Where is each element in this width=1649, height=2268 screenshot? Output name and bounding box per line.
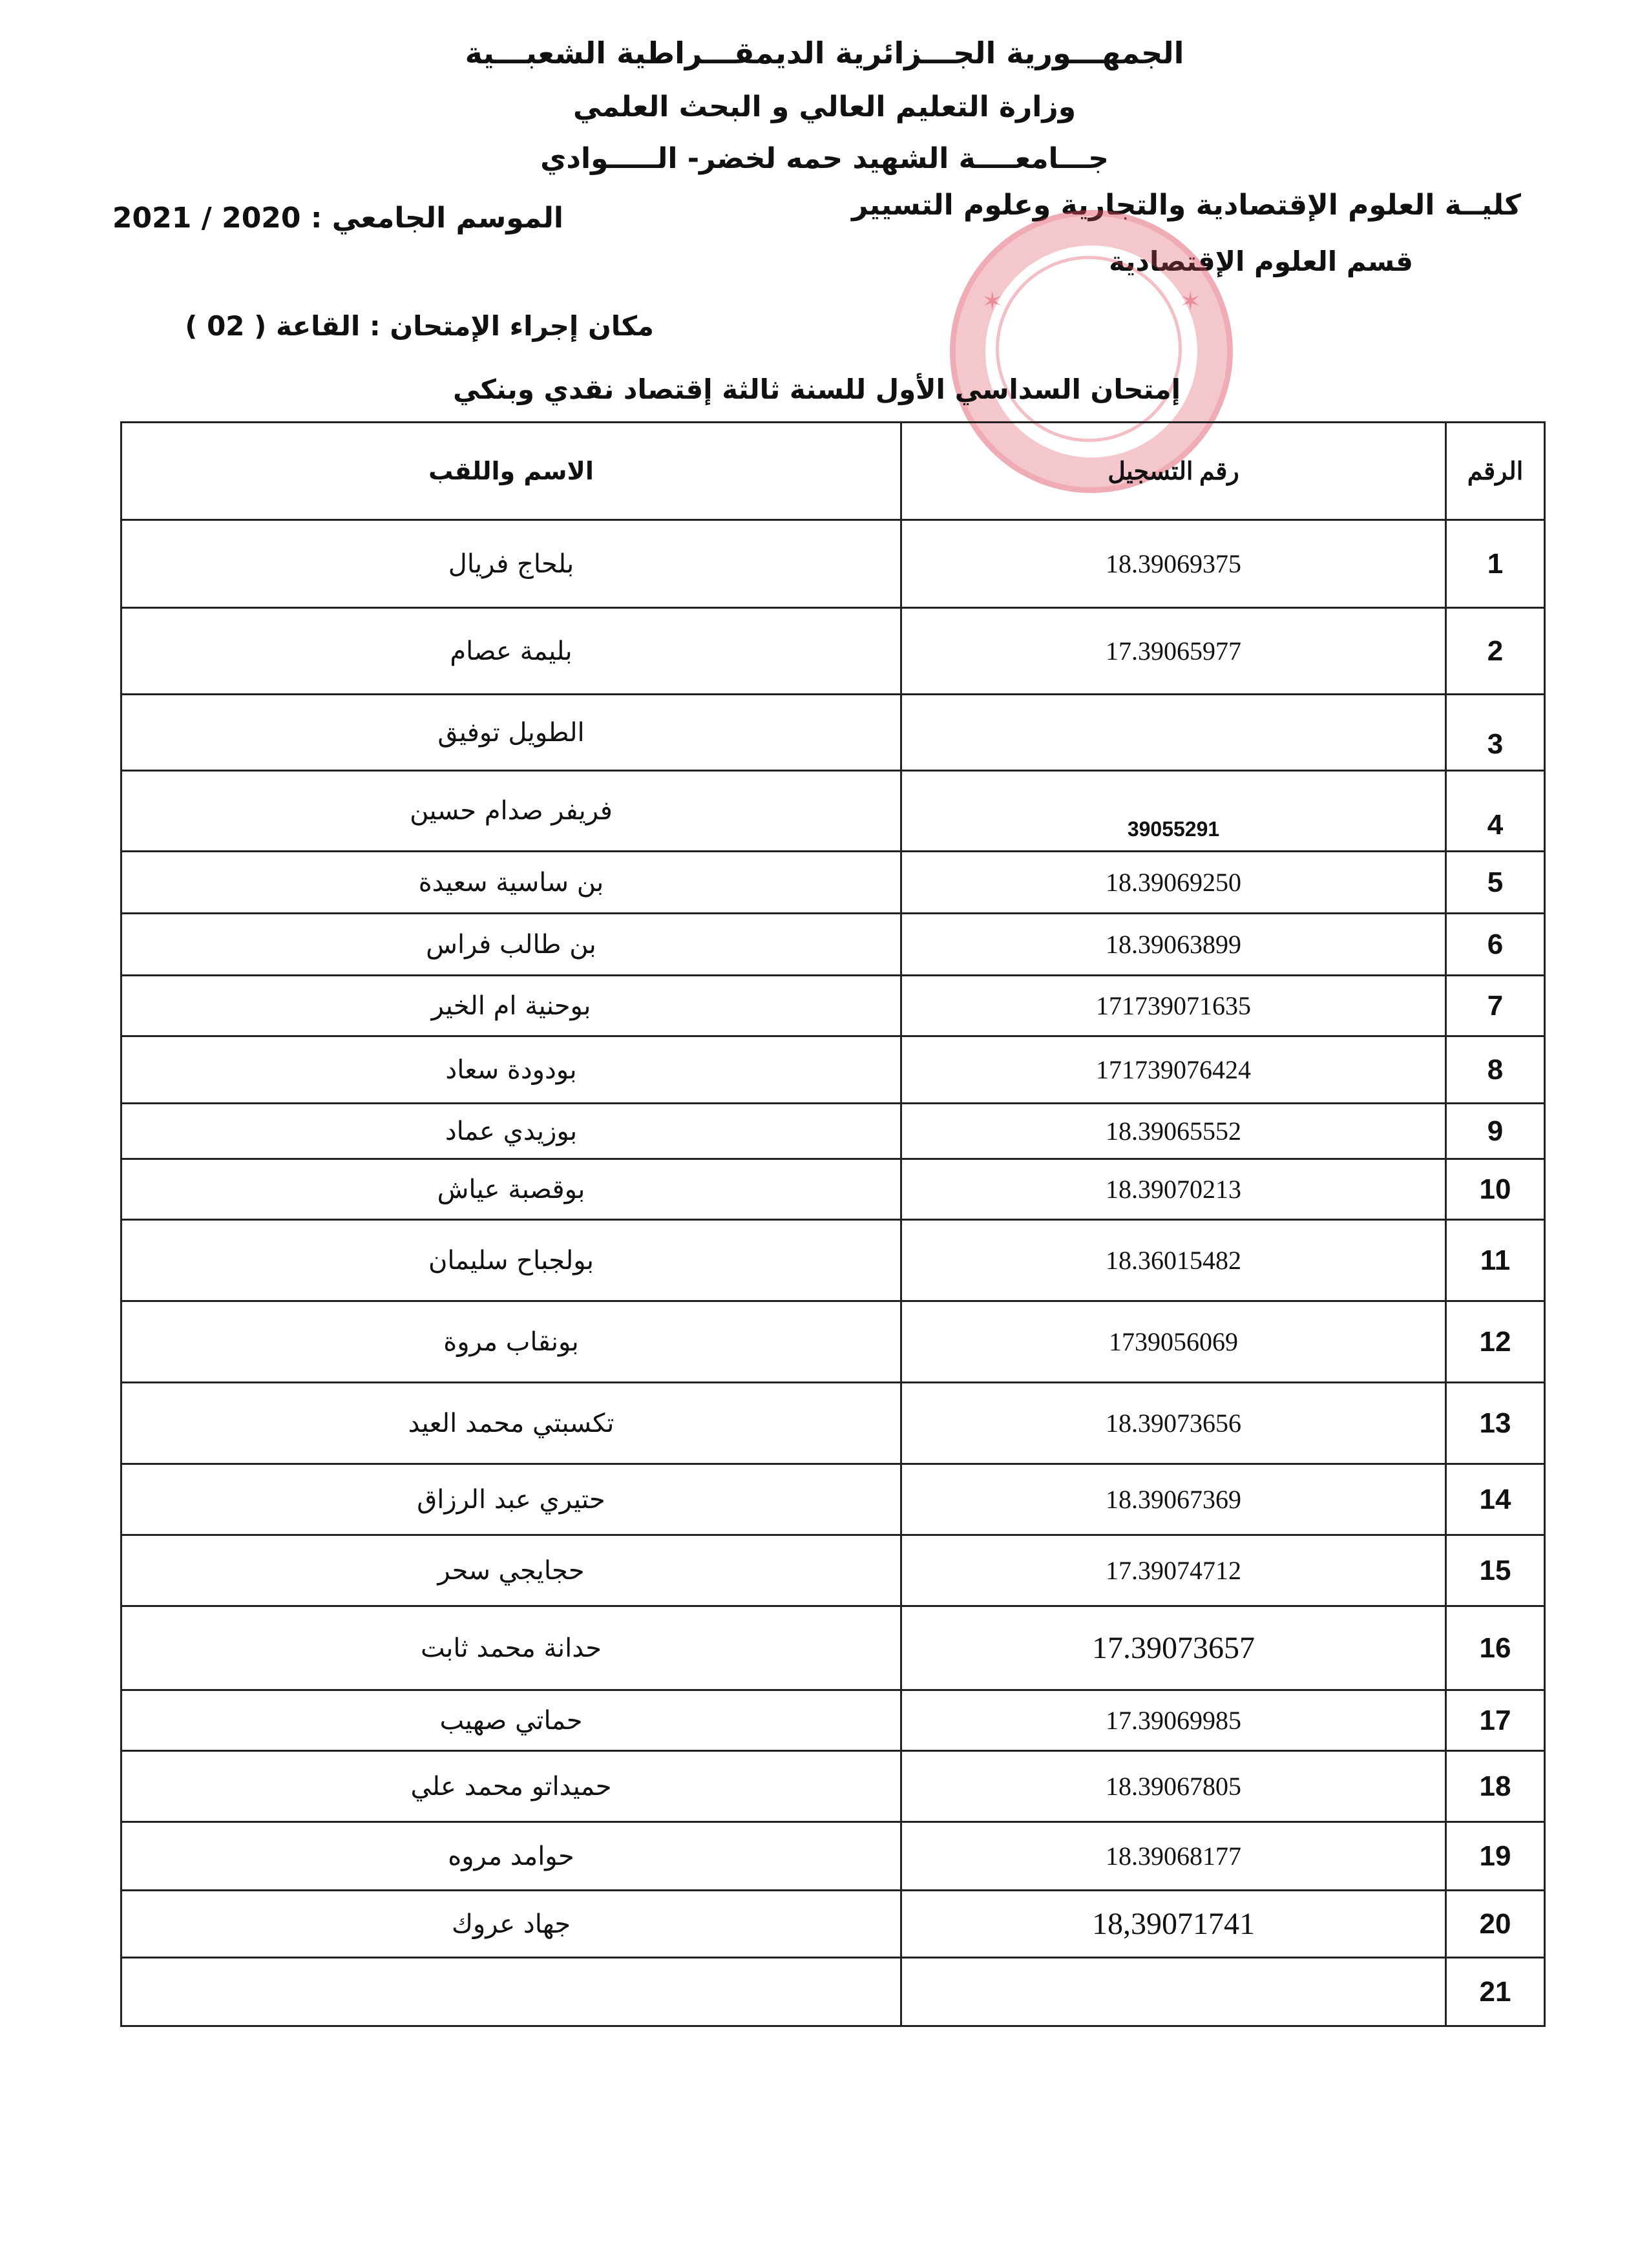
row-number: 8 (1446, 1036, 1545, 1104)
row-number: 7 (1446, 976, 1545, 1036)
row-number: 6 (1446, 914, 1545, 976)
student-name: بن ساسية سعيدة (121, 852, 901, 914)
student-name: بولجباح سليمان (121, 1220, 901, 1301)
row-number: 17 (1446, 1690, 1545, 1751)
table-row (121, 1606, 1545, 1690)
table-row (121, 1383, 1545, 1464)
student-name: بوقصبة عياش (121, 1159, 901, 1220)
student-name: فريفر صدام حسين (121, 771, 901, 852)
student-name (121, 1958, 901, 2026)
row-number: 13 (1446, 1383, 1545, 1464)
registration-number: 18.39067805 (901, 1751, 1446, 1822)
table-row (121, 1159, 1545, 1220)
university-title: جـــامعــــة الشهيد حمه لخضر- الـــــوادي (540, 142, 1109, 175)
row-number: 12 (1446, 1301, 1545, 1383)
row-number: 21 (1446, 1958, 1545, 2026)
registration-number: 171739076424 (901, 1036, 1446, 1104)
registration-number: 18,39071741 (901, 1891, 1446, 1958)
table-row (121, 852, 1545, 914)
table-row (121, 914, 1545, 976)
row-number: 10 (1446, 1159, 1545, 1220)
table-row (121, 1301, 1545, 1383)
table-row (121, 1822, 1545, 1891)
student-name: بودودة سعاد (121, 1036, 901, 1104)
registration-number: 1739056069 (901, 1301, 1446, 1383)
exam-title: إمتحان السداسي الأول للسنة ثالثة إقتصاد نقدي وبنكي (452, 373, 1181, 405)
registration-number: 18.39073656 (901, 1383, 1446, 1464)
academic-season: الموسم الجامعي : 2020 / 2021 (112, 202, 563, 235)
row-number: 15 (1446, 1535, 1545, 1606)
table-row (121, 608, 1545, 695)
row-number: 5 (1446, 852, 1545, 914)
registration-number: 18.39067369 (901, 1464, 1446, 1535)
student-name: بليمة عصام (121, 608, 901, 695)
department-title: قسم العلوم الإقتصادية (1109, 246, 1413, 277)
student-name: بن طالب فراس (121, 914, 901, 976)
row-number: 16 (1446, 1606, 1545, 1690)
student-name: حماتي صهيب (121, 1690, 901, 1751)
student-name: تكسبتي محمد العيد (121, 1383, 901, 1464)
registration-number: 18.39070213 (901, 1159, 1446, 1220)
table-row (121, 695, 1545, 771)
student-name: حوامد مروه (121, 1822, 901, 1891)
student-name: بوزيدي عماد (121, 1104, 901, 1159)
table-row (121, 1036, 1545, 1104)
row-number: 11 (1446, 1220, 1545, 1301)
row-number: 14 (1446, 1464, 1545, 1535)
table-row (121, 771, 1545, 852)
student-name: بلحاج فريال (121, 520, 901, 608)
table-row (121, 1464, 1545, 1535)
student-name: حتيري عبد الرزاق (121, 1464, 901, 1535)
registration-number: 39055291 (901, 771, 1446, 852)
exam-place: مكان إجراء الإمتحان : القاعة ( 02 ) (185, 310, 654, 342)
row-number: 4 (1446, 771, 1545, 852)
table-row (121, 1690, 1545, 1751)
registration-number: 18.39069375 (901, 520, 1446, 608)
registration-number: 18.39065552 (901, 1104, 1446, 1159)
registration-number (901, 695, 1446, 771)
official-stamp-icon: ✶ ✶ (950, 210, 1233, 493)
row-number: 2 (1446, 608, 1545, 695)
table-row (121, 1958, 1545, 2026)
row-number: 1 (1446, 520, 1545, 608)
student-name: بونقاب مروة (121, 1301, 901, 1383)
row-number: 3 (1446, 695, 1545, 771)
row-number: 20 (1446, 1891, 1545, 1958)
row-number: 18 (1446, 1751, 1545, 1822)
table-row (121, 520, 1545, 608)
student-name: جهاد عروك (121, 1891, 901, 1958)
registration-number: 17.39073657 (901, 1606, 1446, 1690)
registration-number: 18.39069250 (901, 852, 1446, 914)
registration-number: 171739071635 (901, 976, 1446, 1036)
header-name: الاسم واللقب (121, 423, 901, 520)
registration-number: 18.39063899 (901, 914, 1446, 976)
student-name: حجايجي سحر (121, 1535, 901, 1606)
registration-number: 17.39074712 (901, 1535, 1446, 1606)
registration-number: 17.39069985 (901, 1690, 1446, 1751)
table-header-row (121, 423, 1545, 520)
header-number: الرقم (1446, 423, 1545, 520)
student-name: حميداتو محمد علي (121, 1751, 901, 1822)
registration-number: 18.36015482 (901, 1220, 1446, 1301)
student-name: بوحنية ام الخير (121, 976, 901, 1036)
table-row (121, 1104, 1545, 1159)
republic-title: الجمهـــورية الجـــزائرية الديمقـــراطية الشعبـــية (465, 36, 1184, 70)
row-number: 19 (1446, 1822, 1545, 1891)
table-row (121, 1751, 1545, 1822)
table-row (121, 1220, 1545, 1301)
students-table (120, 421, 1546, 2027)
student-name: الطويل توفيق (121, 695, 901, 771)
table-row (121, 1535, 1545, 1606)
registration-number: 17.39065977 (901, 608, 1446, 695)
row-number: 9 (1446, 1104, 1545, 1159)
table-row (121, 976, 1545, 1036)
registration-number: 18.39068177 (901, 1822, 1446, 1891)
student-name: حدانة محمد ثابت (121, 1606, 901, 1690)
registration-number (901, 1958, 1446, 2026)
header-registration: رقم التسجيل (901, 423, 1446, 520)
faculty-title: كليــة العلوم الإقتصادية والتجارية وعلوم التسيير (852, 189, 1521, 222)
table-row (121, 1891, 1545, 1958)
ministry-title: وزارة التعليم العالي و البحث العلمي (572, 90, 1077, 123)
